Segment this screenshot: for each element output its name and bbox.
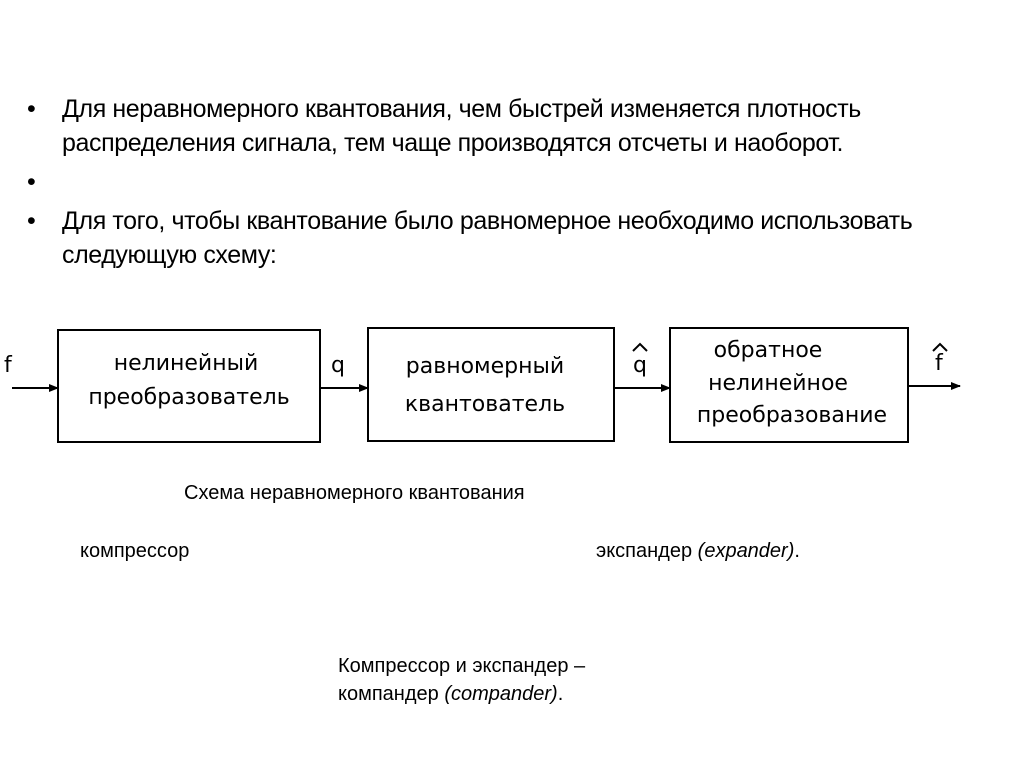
bullet-item bbox=[27, 92, 1017, 160]
expander-label bbox=[596, 540, 800, 563]
expander-period: . bbox=[794, 540, 800, 562]
block3-line2: нелинейное bbox=[708, 371, 848, 396]
block3-line1: обратное bbox=[713, 338, 823, 363]
bullet-dot: • bbox=[27, 168, 36, 196]
block-uniform-quantizer bbox=[368, 328, 614, 441]
expander-english: (expander) bbox=[697, 540, 795, 562]
bullet-text: Для того, чтобы квантование было равномерное необходимо использовать следующую схему: bbox=[62, 207, 913, 269]
diagram-caption: Схема неравномерного квантования bbox=[184, 482, 525, 504]
bullet-text: Для неравномерного квантования, чем быстрей изменяется плотность распределения сигнала, тем чаще производятся отсчеты и наоборот. bbox=[62, 95, 861, 157]
block-diagram bbox=[0, 300, 1024, 460]
output-signal-label: f bbox=[935, 351, 943, 376]
bullet-item-empty bbox=[27, 165, 1017, 199]
compander-text: компандер bbox=[338, 683, 445, 705]
f-hat-symbol bbox=[933, 344, 947, 351]
compander-line1: Компрессор и экспандер – bbox=[338, 655, 586, 677]
signal-q-hat-label: q bbox=[633, 353, 647, 378]
bullet-item bbox=[27, 204, 1017, 272]
block3-line3: преобразование bbox=[696, 403, 888, 428]
compressor-label: компрессор bbox=[80, 540, 190, 562]
block2-line1: равномерный bbox=[405, 354, 565, 379]
block2-line2: квантователь bbox=[404, 392, 566, 417]
q-hat-symbol bbox=[633, 344, 647, 351]
compander-english: (compander) bbox=[444, 683, 558, 705]
block1-line2: преобразователь bbox=[88, 385, 290, 410]
expander-text: экспандер bbox=[596, 540, 698, 562]
bullet-list bbox=[27, 92, 1017, 277]
block1-line1: нелинейный bbox=[113, 351, 259, 376]
signal-q-label: q bbox=[331, 353, 345, 378]
compander-line2 bbox=[338, 680, 738, 708]
compander-note bbox=[338, 652, 738, 708]
bullet-dot: • bbox=[27, 95, 36, 123]
bullet-dot: • bbox=[27, 207, 36, 235]
compander-period: . bbox=[557, 683, 564, 705]
input-signal-label: f bbox=[4, 353, 12, 378]
